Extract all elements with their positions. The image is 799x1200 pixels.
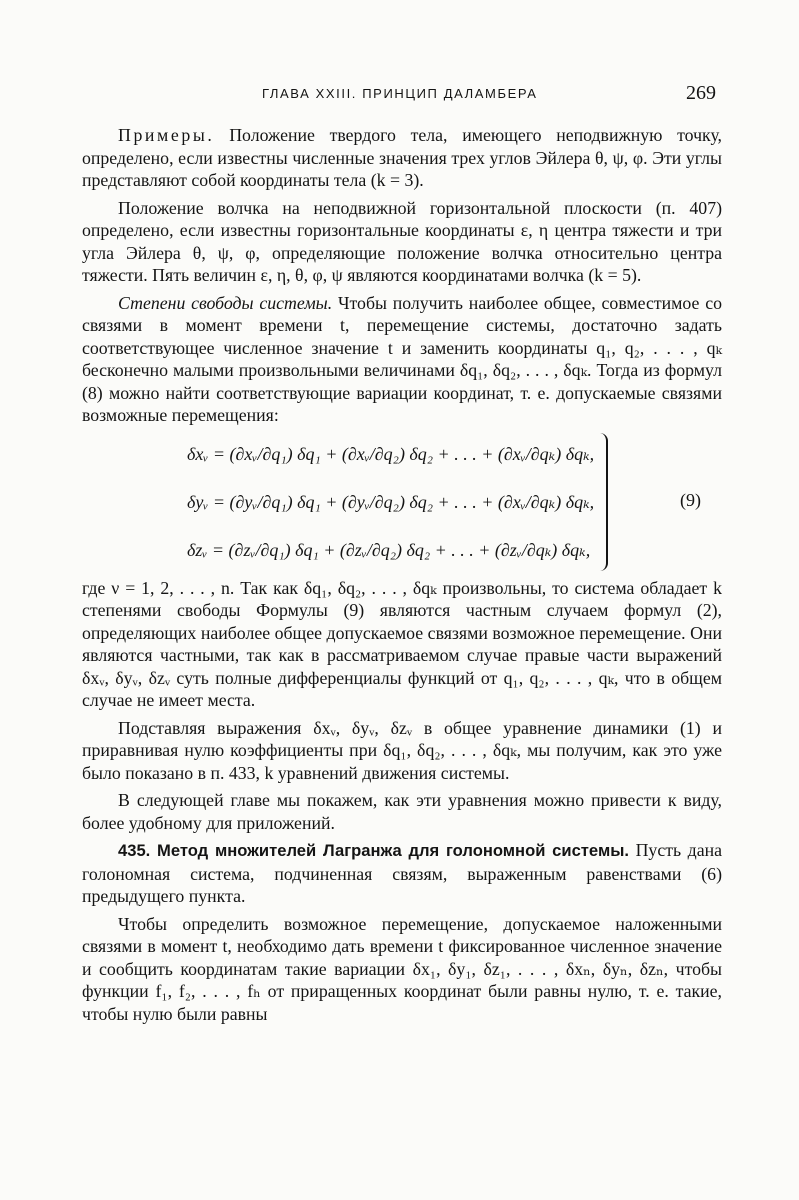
equation-delta-z: δzᵥ = (∂zᵥ/∂q₁) δq₁ + (∂zᵥ/∂q₂) δq₂ + . . . + (∂zᵥ/∂qₖ) δqₖ, bbox=[187, 540, 591, 561]
paragraph-section-435 bbox=[82, 839, 722, 908]
equation-number: (9) bbox=[680, 489, 701, 510]
examples-lead: Примеры. bbox=[118, 125, 215, 145]
degrees-of-freedom-text: Чтобы получить наиболее общее, совместимое со связями в момент времени t, перемещение системы, достаточно задать соответствующее численное значение t и заменить координаты q₁, q₂, . . . , qₖ бесконечно малыми произвольными величинами δq₁, δq₂, . . . , δqₖ. Тогда из формул (8) можно найти соответствующие вариации координат, т. е. допускаемые связями возможные перемещения: bbox=[82, 292, 722, 425]
running-head: ГЛАВА XXIII. ПРИНЦИП ДАЛАМБЕРА bbox=[262, 86, 538, 101]
equation-delta-x: δxᵥ = (∂xᵥ/∂q₁) δq₁ + (∂xᵥ/∂q₂) δq₂ + . . . + (∂xᵥ/∂qₖ) δqₖ, bbox=[187, 444, 595, 465]
page-header bbox=[0, 84, 799, 108]
body-text bbox=[82, 124, 722, 1025]
right-brace bbox=[592, 433, 608, 571]
degrees-of-freedom-lead: Степени свободы системы. bbox=[118, 292, 333, 313]
paragraph-degrees-of-freedom bbox=[82, 292, 722, 427]
paragraph-substituting: Подставляя выражения δxᵥ, δyᵥ, δzᵥ в общее уравнение динамики (1) и приравнивая нулю коэффициенты при δq₁, δq₂, . . . , δqₖ, мы получим, как это уже было показано в п. 433, k уравнений движения системы. bbox=[82, 717, 722, 783]
paragraph-examples bbox=[82, 124, 722, 192]
section-title: Метод множителей Лагранжа для голономной системы. bbox=[150, 841, 630, 860]
paragraph-top: Положение волчка на неподвижной горизонтальной плоскости (п. 407) определено, если известны горизонтальные координаты ε, η центра тяжести и три угла Эйлера θ, ψ, φ, определяющие положение волчка относительно центра тяжести. Пять величин ε, η, θ, φ, ψ являются координатами волчка (k = 5). bbox=[82, 197, 722, 285]
paragraph-where-nu: где ν = 1, 2, . . . , n. Так как δq₁, δq₂, . . . , δqₖ произвольны, то система обладает k степенями свободы Формулы (9) являются частным случаем формул (2), определяющих наиболее общее допускаемое связями возможное перемещение. Они являются частными, так как в рассматриваемом случае правые части выражений δxᵥ, δyᵥ, δzᵥ суть полные дифференциалы функций от q₁, q₂, . . . , qₖ, что в общем случае не имеет места. bbox=[82, 577, 722, 710]
section-number: 435. bbox=[118, 841, 151, 860]
section-intro-text: Пусть дана голономная система, подчиненная связям, выраженным равенствами (6) предыдущего пункта. bbox=[82, 840, 722, 906]
equation-delta-y: δyᵥ = (∂yᵥ/∂q₁) δq₁ + (∂yᵥ/∂q₂) δq₂ + . . . + (∂xᵥ/∂qₖ) δqₖ, bbox=[187, 492, 595, 513]
equation-block-9 bbox=[82, 431, 722, 577]
examples-text: Положение твердого тела, имеющего неподвижную точку, определено, если известны численные значения трех углов Эйлера θ, ψ, φ. Эти углы представляют собой координаты тела (k = 3). bbox=[82, 125, 722, 190]
paragraph-next-chapter: В следующей главе мы покажем, как эти уравнения можно привести к виду, более удобному для приложений. bbox=[82, 790, 722, 833]
paragraph-possible-displacement: Чтобы определить возможное перемещение, допускаемое наложенными связями в момент t, необходимо дать времени t фиксированное численное значение и сообщить координатам такие вариации δx₁, δy₁, δz₁, . . . , δxₙ, δyₙ, δzₙ, чтобы функции f₁, f₂, . . . , fₕ от приращенных координат были равны нулю, т. е. такие, чтобы нулю были равны bbox=[82, 913, 722, 1024]
page-number: 269 bbox=[686, 82, 716, 104]
